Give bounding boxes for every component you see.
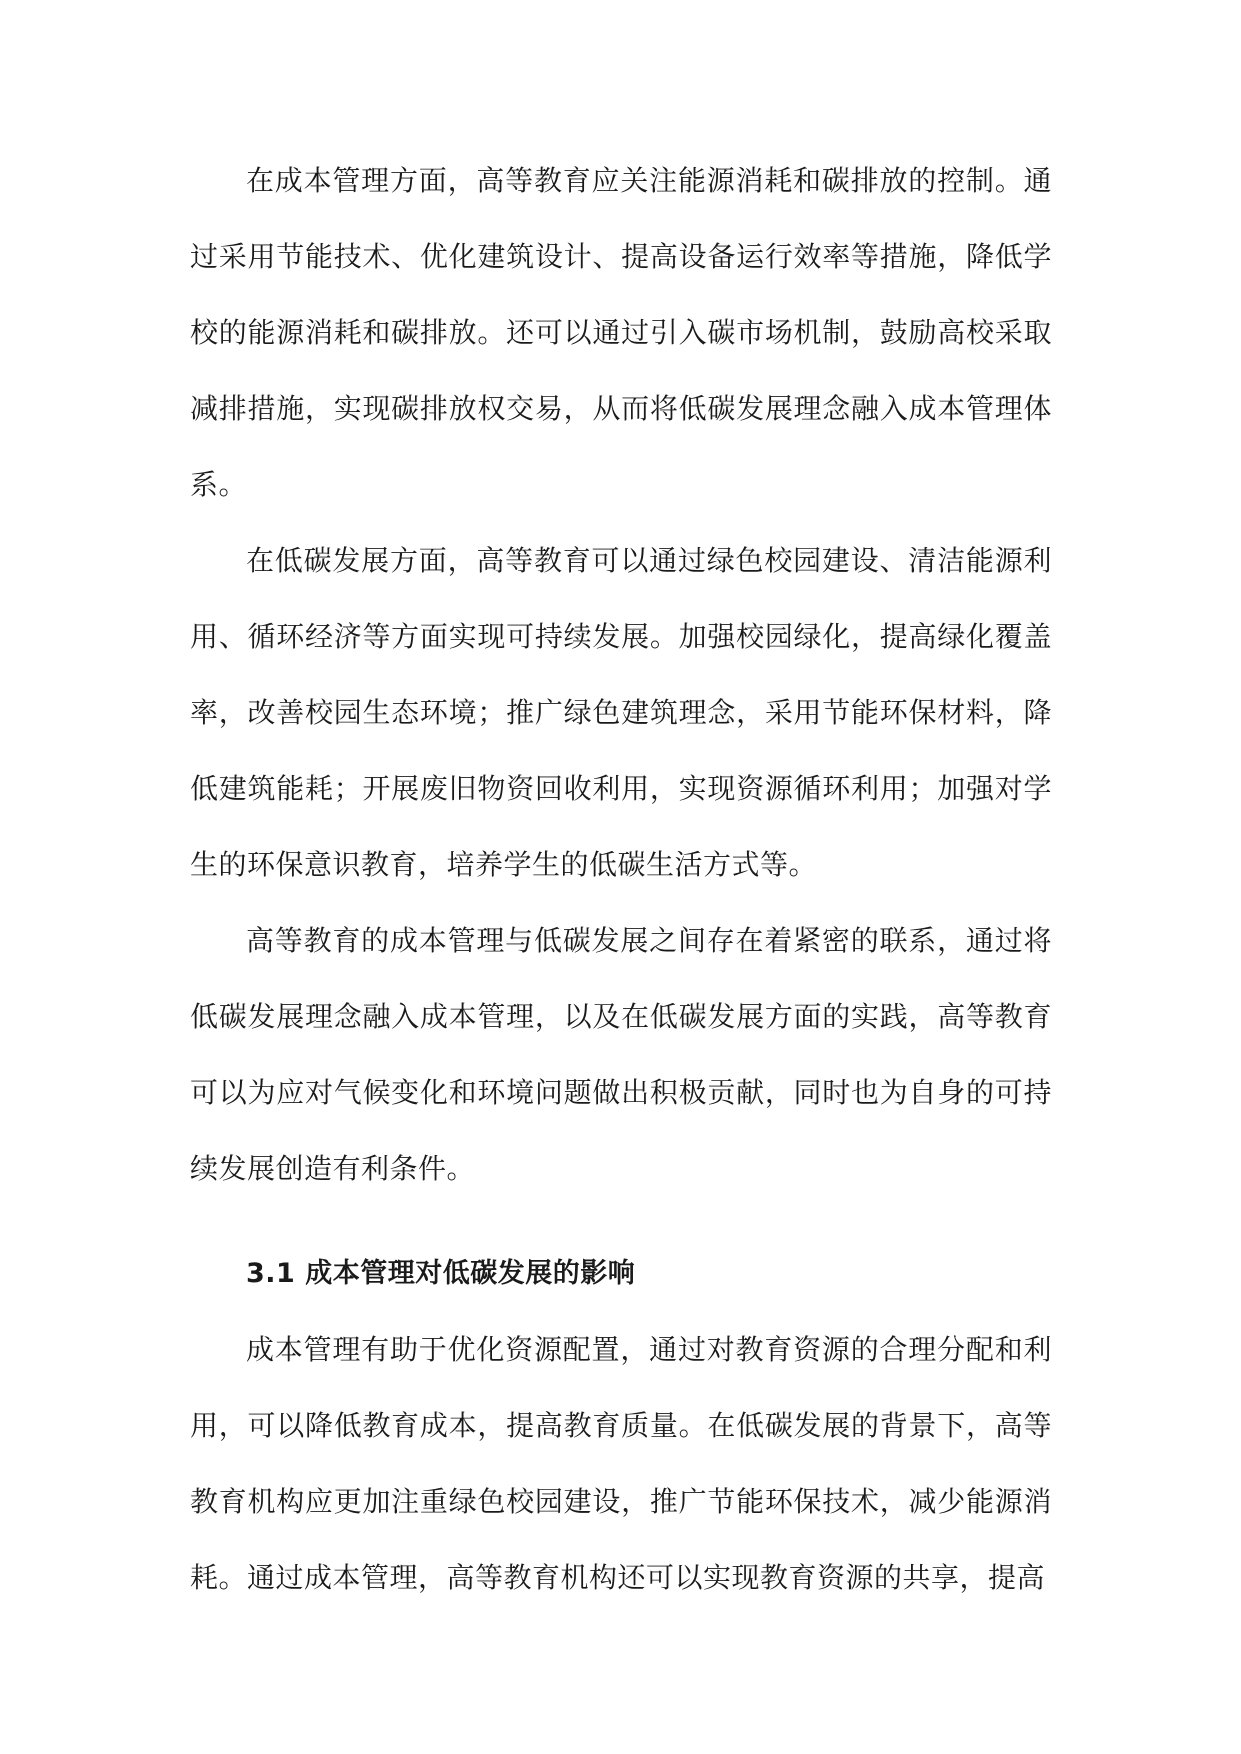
paragraph-resource-allocation: 成本管理有助于优化资源配置，通过对教育资源的合理分配和利用，可以降低教育成本，提高教育质量。在低碳发展的背景下，高等教育机构应更加注重绿色校园建设，推广节能环保技术，减少能源消耗。通过成本管理，高等教育机构还可以实现教育资源的共享，提高 [190,1333,1052,1594]
paragraph-low-carbon-development: 在低碳发展方面，高等教育可以通过绿色校园建设、清洁能源利用、循环经济等方面实现可持续发展。加强校园绿化，提高绿化覆盖率，改善校园生态环境；推广绿色建筑理念，采用节能环保材料，降低建筑能耗；开展废旧物资回收利用，实现资源循环利用；加强对学生的环保意识教育，培养学生的低碳生活方式等。 [190,544,1052,881]
paragraph-cost-management: 在成本管理方面，高等教育应关注能源消耗和碳排放的控制。通过采用节能技术、优化建筑设计、提高设备运行效率等措施，降低学校的能源消耗和碳排放。还可以通过引入碳市场机制，鼓励高校采取减排措施，实现碳排放权交易，从而将低碳发展理念融入成本管理体系。 [190,164,1052,501]
paragraph-relationship: 高等教育的成本管理与低碳发展之间存在着紧密的联系，通过将低碳发展理念融入成本管理，以及在低碳发展方面的实践，高等教育可以为应对气候变化和环境问题做出积极贡献，同时也为自身的可持续发展创造有利条件。 [190,924,1052,1185]
document-body [190,143,1052,1616]
section-heading-3-1: 3.1 成本管理对低碳发展的影响 [246,1258,636,1289]
